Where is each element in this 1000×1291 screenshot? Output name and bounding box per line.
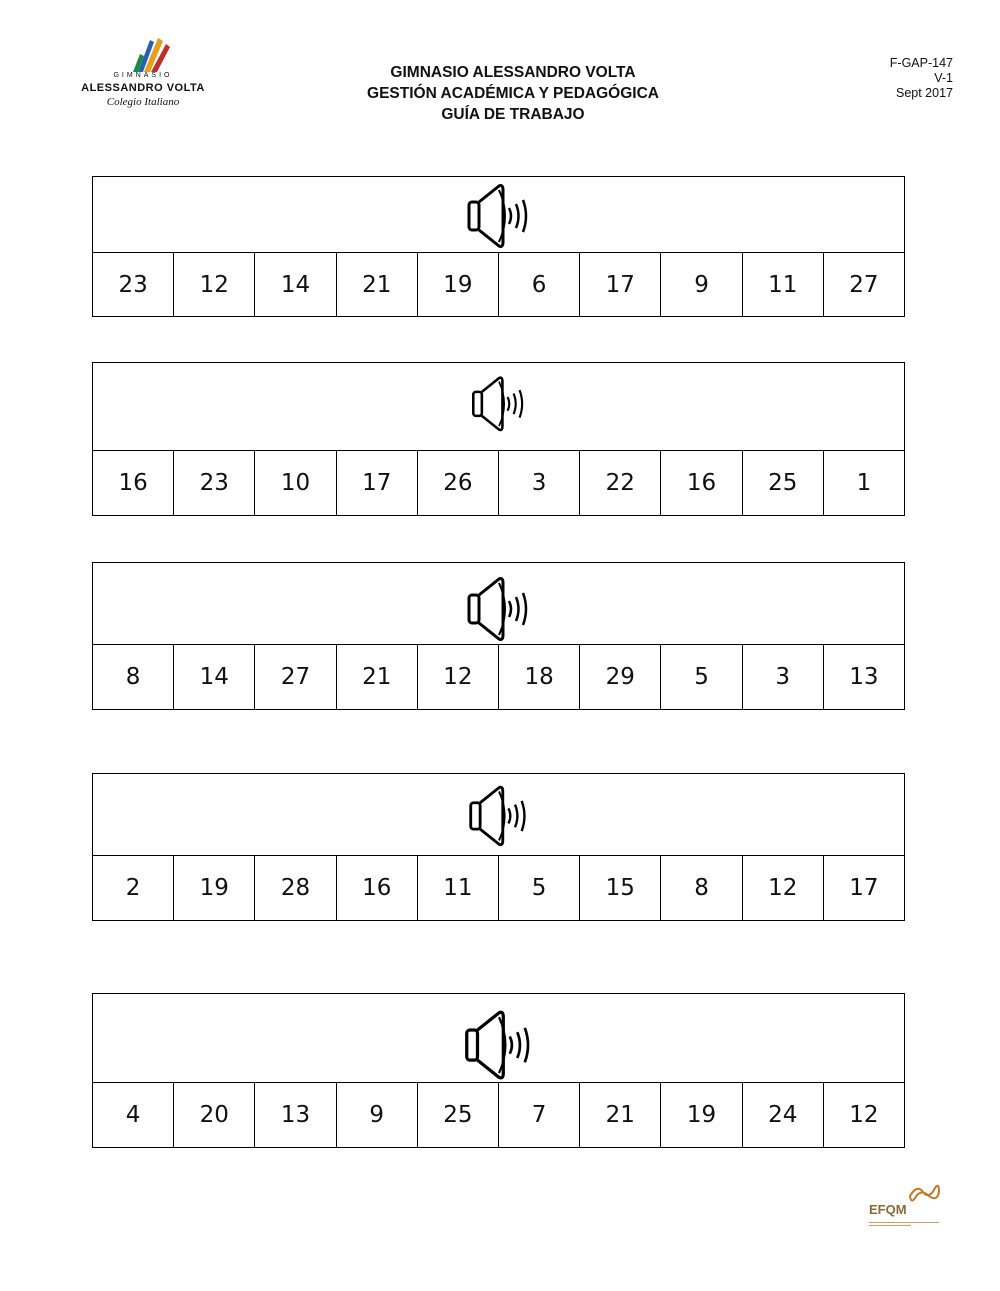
number-cell[interactable]: 18 bbox=[499, 645, 580, 709]
number-cell[interactable]: 7 bbox=[499, 1083, 580, 1147]
exercise-block bbox=[92, 773, 905, 921]
number-cell[interactable]: 5 bbox=[661, 645, 742, 709]
number-cell[interactable]: 17 bbox=[580, 253, 661, 316]
number-cell[interactable]: 12 bbox=[849, 1102, 879, 1128]
title-line: GESTIÓN ACADÉMICA Y PEDAGÓGICA bbox=[367, 85, 659, 102]
number-cell[interactable]: 11 bbox=[743, 253, 824, 316]
number-cell[interactable]: 6 bbox=[499, 253, 580, 316]
number-cell[interactable]: 24 bbox=[743, 1083, 824, 1147]
number-row bbox=[93, 253, 904, 316]
number-cell[interactable]: 21 bbox=[337, 253, 418, 316]
document-code bbox=[890, 56, 953, 101]
number-cell[interactable]: 17 bbox=[337, 451, 418, 515]
number-cell[interactable]: 25 bbox=[743, 451, 824, 515]
number-cell[interactable]: 16 bbox=[337, 856, 418, 920]
audio-row bbox=[93, 563, 904, 645]
number-row bbox=[93, 451, 904, 515]
doc-code-line: V-1 bbox=[934, 71, 953, 85]
number-cell[interactable]: 9 bbox=[661, 253, 742, 316]
exercise-block bbox=[92, 993, 905, 1148]
number-cell[interactable]: 29 bbox=[580, 645, 661, 709]
number-cell[interactable]: 14 bbox=[174, 645, 255, 709]
exercise-block bbox=[92, 362, 905, 516]
number-cell[interactable]: 19 bbox=[418, 253, 499, 316]
logo-line2: ALESSANDRO VOLTA bbox=[81, 82, 205, 94]
number-cell[interactable]: 20 bbox=[174, 1083, 255, 1147]
number-cell[interactable]: 9 bbox=[337, 1083, 418, 1147]
number-cell[interactable]: 3 bbox=[743, 645, 824, 709]
speaker-icon[interactable] bbox=[461, 782, 537, 848]
speaker-icon[interactable] bbox=[459, 573, 539, 643]
speaker-icon[interactable] bbox=[456, 1006, 542, 1082]
number-cell[interactable]: 21 bbox=[580, 1083, 661, 1147]
number-cell[interactable]: 28 bbox=[255, 856, 336, 920]
number-cell[interactable]: 26 bbox=[418, 451, 499, 515]
number-cell[interactable]: 27 bbox=[255, 645, 336, 709]
number-cell[interactable]: 23 bbox=[93, 253, 174, 316]
number-cell[interactable]: 16 bbox=[93, 451, 174, 515]
exercise-block bbox=[92, 562, 905, 710]
number-row bbox=[93, 856, 904, 920]
number-cell[interactable]: 4 bbox=[93, 1083, 174, 1147]
doc-code-line: Sept 2017 bbox=[896, 86, 953, 100]
number-cell[interactable]: 8 bbox=[661, 856, 742, 920]
school-logo bbox=[78, 34, 208, 126]
exercise-block bbox=[92, 176, 905, 317]
audio-row bbox=[93, 994, 904, 1083]
title-line: GIMNASIO ALESSANDRO VOLTA bbox=[390, 64, 636, 81]
efqm-subtext-decoration bbox=[869, 1220, 939, 1228]
number-cell[interactable]: 25 bbox=[418, 1083, 499, 1147]
number-row bbox=[93, 1083, 904, 1147]
number-cell[interactable]: 22 bbox=[580, 451, 661, 515]
number-cell[interactable]: 10 bbox=[255, 451, 336, 515]
audio-row bbox=[93, 363, 904, 451]
audio-row bbox=[93, 774, 904, 856]
number-cell[interactable]: 5 bbox=[499, 856, 580, 920]
number-cell[interactable]: 13 bbox=[255, 1083, 336, 1147]
efqm-badge bbox=[855, 1178, 947, 1240]
logo-line3: Colegio Italiano bbox=[106, 96, 180, 108]
number-cell[interactable]: 2 bbox=[93, 856, 174, 920]
number-cell[interactable]: 21 bbox=[337, 645, 418, 709]
number-cell[interactable]: 19 bbox=[661, 1083, 742, 1147]
number-cell[interactable]: 17 bbox=[849, 875, 879, 901]
school-logo-icon bbox=[78, 34, 208, 74]
number-cell[interactable]: 11 bbox=[418, 856, 499, 920]
number-cell[interactable]: 13 bbox=[849, 664, 879, 690]
doc-code-line: F-GAP-147 bbox=[889, 56, 953, 70]
number-cell[interactable]: 1 bbox=[856, 470, 872, 496]
audio-row bbox=[93, 177, 904, 253]
title-line: GUÍA DE TRABAJO bbox=[441, 106, 585, 123]
number-cell[interactable]: 23 bbox=[174, 451, 255, 515]
number-cell[interactable]: 27 bbox=[849, 271, 879, 298]
page-title bbox=[300, 62, 726, 125]
speaker-icon[interactable] bbox=[459, 180, 539, 250]
efqm-label: EFQM bbox=[869, 1202, 907, 1217]
number-cell[interactable]: 8 bbox=[93, 645, 174, 709]
number-cell[interactable]: 14 bbox=[255, 253, 336, 316]
number-cell[interactable]: 19 bbox=[174, 856, 255, 920]
number-cell[interactable]: 12 bbox=[418, 645, 499, 709]
speaker-icon[interactable] bbox=[464, 373, 534, 433]
number-row bbox=[93, 645, 904, 709]
number-cell[interactable]: 3 bbox=[499, 451, 580, 515]
number-cell[interactable]: 12 bbox=[174, 253, 255, 316]
number-cell[interactable]: 15 bbox=[580, 856, 661, 920]
number-cell[interactable]: 12 bbox=[743, 856, 824, 920]
logo-line1: GIMNASIO bbox=[113, 72, 173, 79]
number-cell[interactable]: 16 bbox=[661, 451, 742, 515]
